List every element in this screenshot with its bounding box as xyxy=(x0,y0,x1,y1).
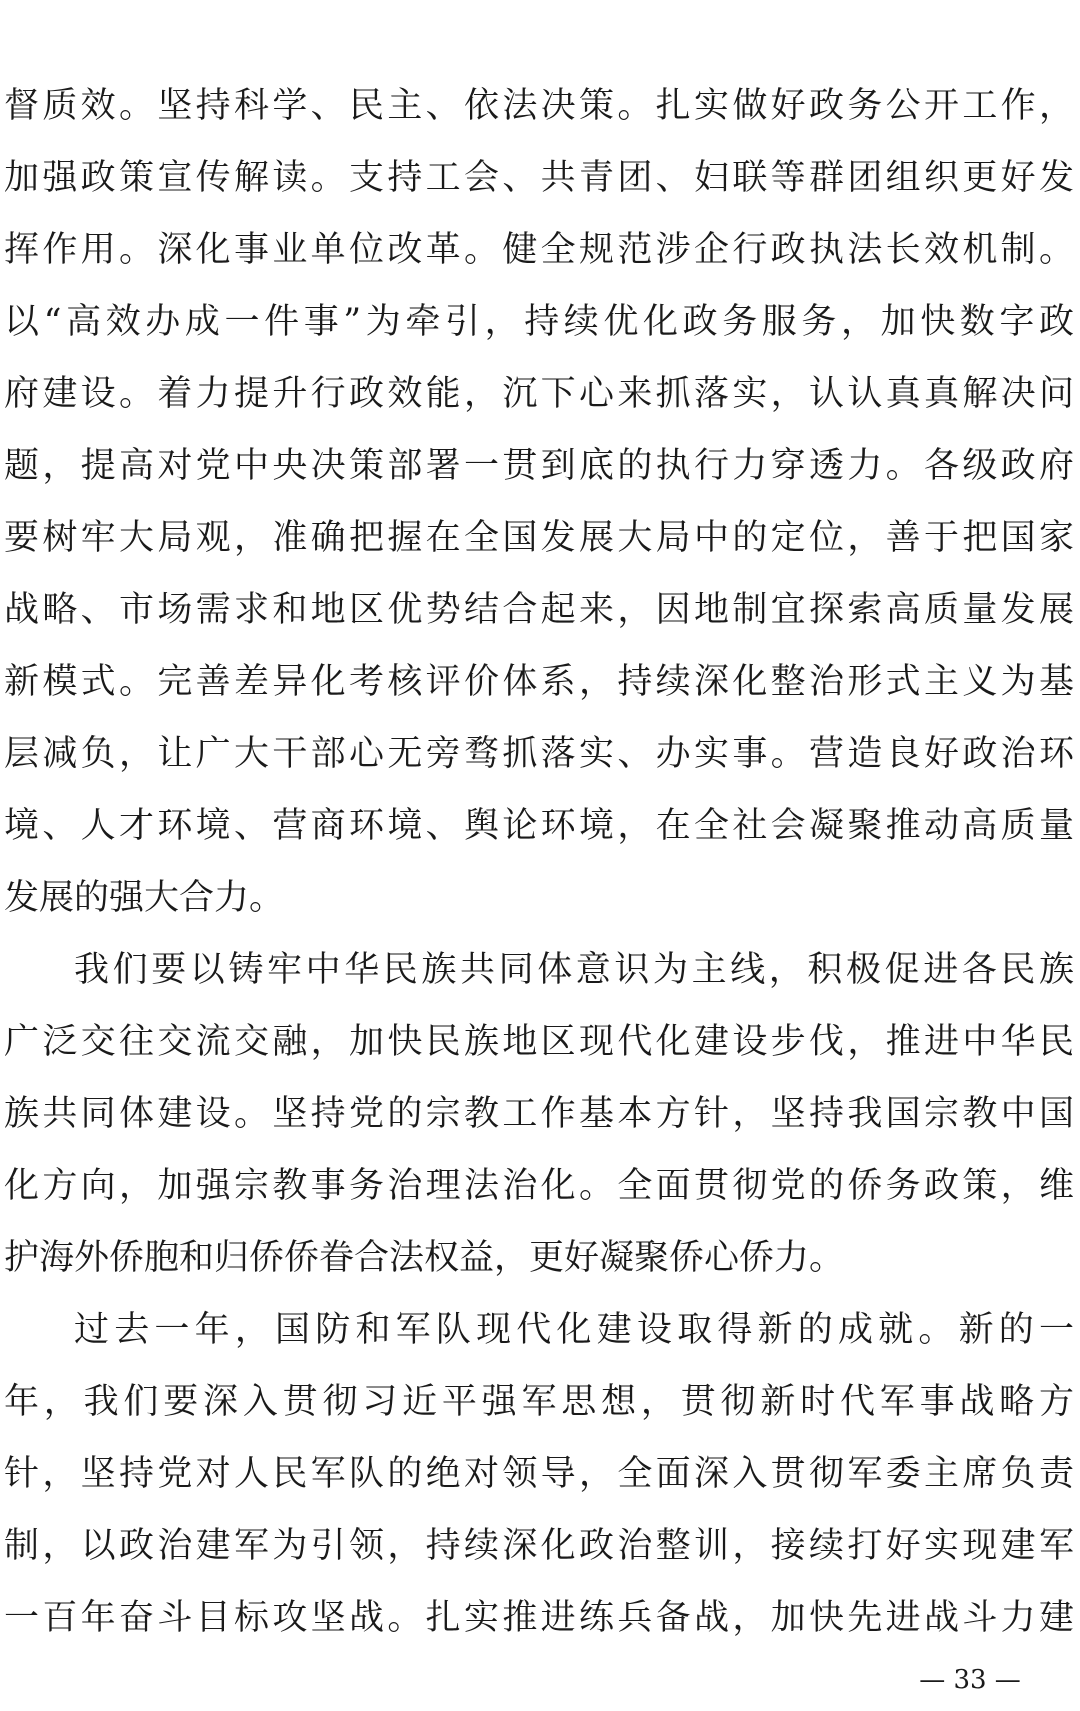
text-line: 广泛交往交流交融，加快民族地区现代化建设步伐，推进中华民 xyxy=(4,1022,1074,1062)
text-line: 新模式。完善差异化考核评价体系，持续深化整治形式主义为基 xyxy=(4,662,1074,702)
text-line: 化方向，加强宗教事务治理法治化。全面贯彻党的侨务政策，维 xyxy=(4,1166,1074,1206)
text-line: 以“高效办成一件事”为牵引，持续优化政务服务，加快数字政 xyxy=(4,302,1074,342)
text-line: 族共同体建设。坚持党的宗教工作基本方针，坚持我国宗教中国 xyxy=(4,1094,1074,1134)
text-line: 层减负，让广大干部心无旁骛抓落实、办实事。营造良好政治环 xyxy=(4,734,1074,774)
text-line: 年，我们要深入贯彻习近平强军思想，贯彻新时代军事战略方 xyxy=(4,1382,1074,1422)
text-line: 发展的强大合力。 xyxy=(4,878,285,918)
text-line: 护海外侨胞和归侨侨眷合法权益，更好凝聚侨心侨力。 xyxy=(4,1238,845,1278)
paragraph-first-line: 过去一年，国防和军队现代化建设取得新的成就。新的一 xyxy=(74,1310,1074,1350)
text-line: 挥作用。深化事业单位改革。健全规范涉企行政执法长效机制。 xyxy=(4,230,1074,270)
paragraph-first-line: 我们要以铸牢中华民族共同体意识为主线，积极促进各民族 xyxy=(74,950,1074,990)
text-line: 境、人才环境、营商环境、舆论环境，在全社会凝聚推动高质量 xyxy=(4,806,1074,846)
text-line: 制，以政治建军为引领，持续深化政治整训，接续打好实现建军 xyxy=(4,1526,1074,1566)
text-line: 府建设。着力提升行政效能，沉下心来抓落实，认认真真解决问 xyxy=(4,374,1074,414)
text-line: 要树牢大局观，准确把握在全国发展大局中的定位，善于把国家 xyxy=(4,518,1074,558)
text-line: 加强政策宣传解读。支持工会、共青团、妇联等群团组织更好发 xyxy=(4,158,1074,198)
body-text xyxy=(4,70,1074,1654)
page-number: — 33 — xyxy=(919,1665,1021,1695)
text-line: 一百年奋斗目标攻坚战。扎实推进练兵备战，加快先进战斗力建 xyxy=(4,1598,1074,1638)
text-line: 督质效。坚持科学、民主、依法决策。扎实做好政务公开工作， xyxy=(4,86,1074,126)
text-line: 针，坚持党对人民军队的绝对领导，全面深入贯彻军委主席负责 xyxy=(4,1454,1074,1494)
text-line: 题，提高对党中央决策部署一贯到底的执行力穿透力。各级政府 xyxy=(4,446,1074,486)
text-line: 战略、市场需求和地区优势结合起来，因地制宜探索高质量发展 xyxy=(4,590,1074,630)
